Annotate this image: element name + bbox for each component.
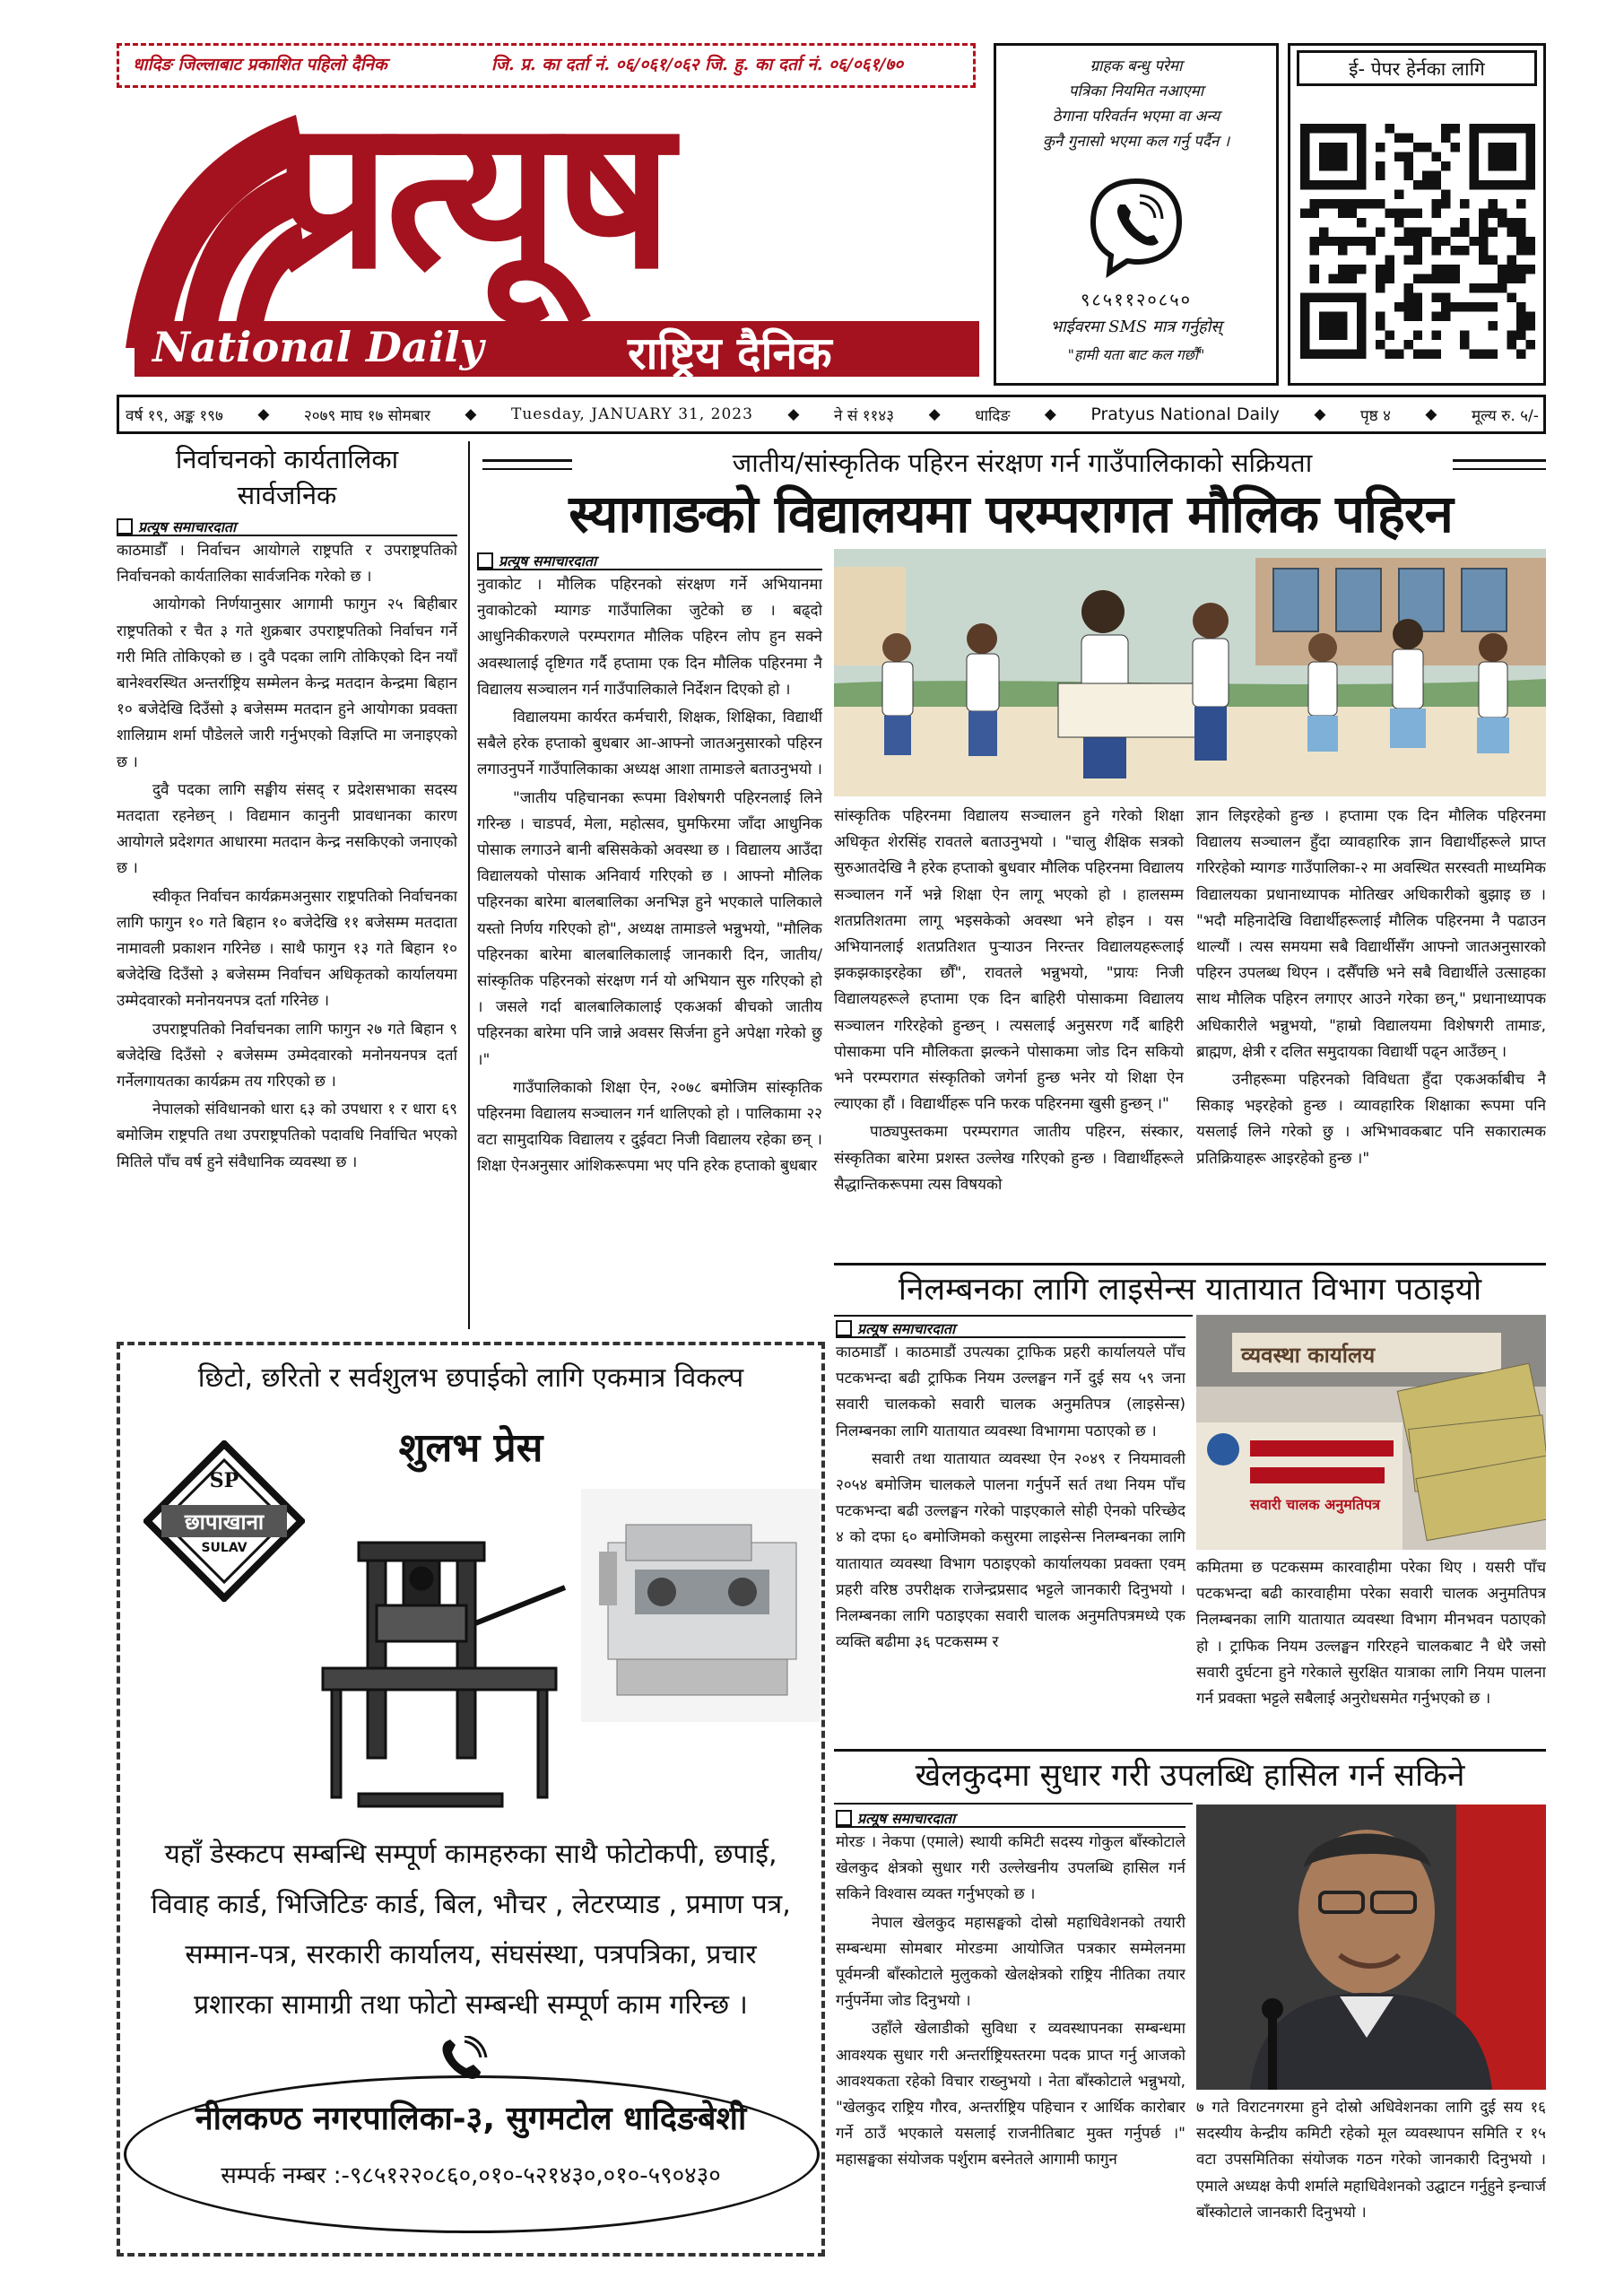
license-photo-caption: सवारी चालक अनुमतिपत्र <box>1250 1496 1380 1513</box>
paragraph: सवारी तथा यातायात व्यवस्था ऐन २०४९ र नियमावली २०५४ बमोजिम चालकले पालना गर्नुपर्ने सर्त तथा नियम पाँच पटकभन्दा बढी उल्लङ्घन गरेको पाइएकाले सोही ऐनको परिच्छेद ४ को दफा ६० बमोजिमको कसुरमा लाइसेन्स निलम्बनका लागि यातायात व्यवस्था विभाग पठाइएको कार्यालयका प्रवक्ता एवम् प्रहरी वरिष्ठ उपरीक्षक राजेन्द्रप्रसाद भट्टले जानकारी दिनुभयो । निलम्बनका लागि पठाइएका सवारी चालक अनुमतिपत्रमध्ये एक व्यक्ति बढीमा ३६ पटकसम्म र <box>836 1449 1185 1652</box>
dress-headline: स्यागाङको विद्यालयमा परम्परागत मौलिक पहिरन <box>569 483 1453 544</box>
press-name: शुलभ प्रेस <box>398 1425 543 1471</box>
customer-note-line: कुनै गुनासो भएमा कल गर्नु पर्दैन । <box>1042 133 1230 151</box>
election-title-line: निर्वाचनको कार्यतालिका <box>175 444 399 474</box>
kicker-rule-left <box>482 459 572 462</box>
dress-col-2 <box>834 804 1184 1327</box>
license-byline-text: प्रत्यूष समाचारदाता <box>857 1320 956 1337</box>
section-rule <box>834 1749 1546 1752</box>
press-service-line: सम्मान-पत्र, सरकारी कार्यालय, संघसंस्था, पत्रपत्रिका, प्रचार <box>185 1939 757 1970</box>
paragraph: उनीहरूमा पहिरनको विविधता हुँदा एकअर्काबीच नै सिकाइ भइरहेको हुन्छ । व्यावहारिक शिक्षाका रूपमा पनि यसलाई लिने गरेको छु । अभिभावकबाट पनि सकारात्मक प्रतिक्रियाहरू आइरहेको हुन्छ ।" <box>1196 1071 1546 1168</box>
viber-icon <box>1081 170 1192 282</box>
dress-col-3 <box>1196 804 1546 1252</box>
paragraph: सांस्कृतिक पहिरनमा विद्यालय सञ्चालन हुने गरेको शिक्षा अधिकृत शेरसिंह रावतले बताउनुभयो । "चालु शैक्षिक सत्रको सुरुआतदेखि नै हरेक हप्ताको बुधवार मौलिक पहिरनमा विद्यालय सञ्चालन गर्ने भन्ने शिक्षा ऐन लागू भएको हो । हालसम्म शतप्रतिशतमा लागू भइसकेको अवस्था भने होइन । यस अभियानलाई शतप्रतिशत पुर्‍याउन निरन्तर विद्यालयहरूलाई झकझकाइरहेका छौँ", रावतले भन्नुभयो, "प्रायः निजी विद्यालयहरूले हप्तामा एक दिन बाहिरी पोसाकमा विद्यालय सञ्चालन गरिरहेको हुन्छन् । त्यसलाई अनुसरण गर्दै बाहिरी पोसाकमा पनि मौलिकता झल्कने पोसाकमा जोड दिन सकियो भने परम्परागत संस्कृतिको जगेर्ना हुन्छ भनेर यो शिक्षा ऐन ल्याएका हौं । विद्यार्थीहरू पनि फरक पहिरनमा खुसी हुन्छन् ।" <box>834 807 1184 1114</box>
press-service-line: प्रशारका सामाग्री तथा फोटो सम्बन्धी सम्पूर्ण काम गरिन्छ । <box>194 1989 748 2021</box>
press-tagline: छिटो, छरितो र सर्वशुलभ छपाईको लागि एकमात्र विकल्प <box>197 1362 744 1394</box>
election-body <box>117 538 457 1327</box>
license-photo-sign: व्यवस्था कार्यालय <box>1241 1343 1376 1368</box>
paragraph: उहाँले खेलाडीको सुविधा र व्यवस्थापनका सम्बन्धमा आवश्यक सुधार गरी अन्तर्राष्ट्रियस्तरमा पदक प्राप्त गर्नु आजको आवश्यकता रहेको विचार राख्नुभयो । नेता बाँस्कोटाले भन्नुभयो, "खेलकुद राष्ट्रिय गौरव, अन्तर्राष्ट्रिय पहिचान र आर्थिक कारोबार गर्ने ठाउँ भएकाले यसलाई राजनीतिबाट मुक्त गर्नुपर्छ ।" महासङ्घका संयोजक पर्शुराम बस्नेतले आगामी फागुन <box>836 2020 1185 2170</box>
byline-box-icon <box>836 1320 852 1336</box>
politician-photo <box>1196 1805 1546 2090</box>
paragraph: नेपाल खेलकुद महासङ्घको दोस्रो महाधिवेशनको तयारी सम्बन्धमा सोमबार मोरङमा आयोजित पत्रकार सम्मेलनमा पूर्वमन्त्री बाँस्कोटाले मुलुकको खेलक्षेत्रको राष्ट्रिय नीतिका तयार गर्नुपर्नेमा जोड दिनुभयो । <box>836 1913 1185 2011</box>
paragraph: विद्यालयमा कार्यरत कर्मचारी, शिक्षक, शिक्षिका, विद्यार्थी सबैले हरेक हप्ताको बुधबार आ-आफ्नो जातअनुसारको पहिरन लगाउनुपर्ने गाउँपालिकाका अध्यक्ष आशा तामाङले बताउनुभयो । <box>477 709 822 779</box>
section-rule <box>834 1315 1193 1317</box>
year-issue: वर्ष १९, अङ्क १९७ <box>126 406 223 425</box>
press-address: नीलकण्ठ नगरपालिका-३, सुगमटोल धादिङबेशी <box>195 2100 747 2137</box>
license-photo <box>1196 1315 1546 1550</box>
paragraph: गाउँपालिकाको शिक्षा ऐन, २०७८ बमोजिम सांस्कृतिक पहिरनमा विद्यालय सञ्चालन गर्न थालिएको हो । पालिकामा २२ वटा सामुदायिक विद्यालय र दुईवटा निजी विद्यालय रहेका छन् । शिक्षा ऐनअनुसार आंशिकरूपमा भए पनि हरेक हप्ताको बुधबार <box>477 1078 822 1176</box>
diamond-separator-icon: ◆ <box>787 405 800 423</box>
logo-tagline: राष्ट्रिय दैनिक <box>628 327 832 379</box>
diamond-separator-icon: ◆ <box>257 405 270 423</box>
license-byline <box>836 1318 955 1338</box>
sports-col-2 <box>1196 2095 1546 2257</box>
column-divider <box>468 441 470 1329</box>
customer-note <box>994 54 1279 154</box>
diamond-separator-icon: ◆ <box>1044 405 1056 423</box>
diamond-separator-icon: ◆ <box>928 405 941 423</box>
press-logo <box>143 1440 305 1602</box>
dress-byline-text: प्रत्यूष समाचारदाता <box>499 552 597 570</box>
viber-quote: "हामी यता बाट कल गर्छौं" <box>1067 346 1205 363</box>
english-date: Tuesday, JANUARY 31, 2023 <box>511 405 753 423</box>
paragraph: काठमाडौँ । निर्वाचन आयोगले राष्ट्रपति र उपराष्ट्रपतिको निर्वाचनको कार्यतालिका सार्वजनिक गरेको छ । <box>117 542 457 587</box>
paragraph: नुवाकोट । मौलिक पहिरनको संरक्षण गर्ने अभियानमा नुवाकोटको म्यागङ गाउँपालिका जुटेको छ । बढ्दो आधुनिकीकरणले परम्परागत मौलिक पहिरन लोप हुन सक्ने अवस्थालाई दृष्टिगत गर्दै हप्तामा एक दिन मौलिक पहिरनमा नै विद्यालय सञ्चालन गर्न गाउँपालिकाले निर्देशन दिएको हो । <box>477 576 822 699</box>
customer-note-line: ठेगाना परिवर्तन भएमा वा अन्य <box>1052 108 1220 126</box>
byline-box-icon <box>836 1810 852 1826</box>
election-byline <box>117 517 236 536</box>
logo-devanagari: प्रत्यूष <box>274 75 668 315</box>
paragraph: पाठ्यपुस्तकमा परम्परागत जातीय पहिरन, संस्कार, संस्कृतिका बारेमा प्रशस्त उल्लेख गरिएको हुन्छ । विद्यार्थीहरूले सैद्धान्तिकरूपमा त्यस विषयको <box>834 1123 1184 1194</box>
paper-name: Pratyus National Daily <box>1090 404 1280 424</box>
paragraph: काठमाडौँ । काठमाडौं उपत्यका ट्राफिक प्रहरी कार्यालयले पाँच पटकभन्दा बढी ट्राफिक नियम उल्लङ्घन गर्ने दुई सय ५९ जना सवारी चालकको सवारी चालक अनुमतिपत्र (लाइसेन्स) निलम्बनका लागि यातायात व्यवस्था विभागमा पठाएको छ । <box>836 1344 1185 1440</box>
byline-box-icon <box>117 518 133 535</box>
place: धादिङ <box>975 406 1011 425</box>
sports-byline-rule <box>836 1826 1185 1828</box>
license-col-2 <box>1196 1555 1546 1735</box>
press-contact: सम्पर्क नम्बर :-९८५१२२०८६०,०१०-५२१४३०,०१०-५९०४३० <box>221 2162 721 2189</box>
paragraph: स्वीकृत निर्वाचन कार्यक्रमअनुसार राष्ट्रपतिको निर्वाचनका लागि फागुन १० गते बिहान १० बजेदेखि ११ बजेसम्म मतदाता नामावली प्रकाशन गरिनेछ । साथै फागुन १३ गते बिहान १० बजेदेखि दिउँसो ३ बजेसम्म निर्वाचन अधिकृतको कार्यालयमा उम्मेदवारको मनोनयनपत्र दर्ता गरिनेछ । <box>117 887 457 1011</box>
viber-number: ९८५११२०८५० <box>1081 289 1192 310</box>
diamond-separator-icon: ◆ <box>1314 405 1326 423</box>
license-byline-rule <box>836 1336 1185 1338</box>
section-rule <box>834 1803 1193 1805</box>
election-title <box>117 441 457 513</box>
first-daily-note: धादिङ जिल्लाबाट प्रकाशित पहिलो दैनिक <box>133 55 387 74</box>
customer-note-line: पत्रिका नियमित नआएमा <box>1068 83 1204 100</box>
school-children-illustration <box>834 549 1546 796</box>
sports-byline-text: प्रत्यूष समाचारदाता <box>857 1810 956 1827</box>
press-services <box>126 1830 816 2031</box>
offset-press-photo <box>581 1489 820 1722</box>
dress-byline <box>477 551 596 570</box>
election-title-line: सार्वजनिक <box>237 480 337 510</box>
paragraph: ७ गते विराटनगरमा हुने दोस्रो अधिवेशनका लागि दुई सय १६ सदस्यीय केन्द्रीय कमिटी रहेको मूल व्यवस्थापन समिति र १५ वटा उपसमितिका संयोजक गठन गरेको जानकारी दिनुभयो । एमाले अध्यक्ष केपी शर्माले महाधिवेशनको उद्घाटन गर्नुहुने इन्चार्ज बाँस्कोटाले जानकारी दिनुभयो । <box>1196 2099 1546 2222</box>
nepali-date: २०७९ माघ १७ सोमबार <box>303 406 430 425</box>
dress-byline-rule <box>477 569 822 570</box>
sports-col-1 <box>836 1830 1185 2257</box>
epaper-label: ई- पेपर हेर्नका लागि <box>1297 50 1537 86</box>
press-service-line: विवाह कार्ड, भिजिटिङ कार्ड, बिल, भौचर , लेटरप्याड , प्रमाण पत्र, <box>151 1889 791 1920</box>
section-rule <box>834 1263 1546 1265</box>
paragraph: कमितमा छ पटकसम्म कारवाहीमा परेका थिए । यसरी पाँच पटकभन्दा बढी कारवाहीमा परेका सवारी चालक अनुमतिपत्र निलम्बनका लागि यातायात व्यवस्था विभाग मीनभवन पठाएको हो । ट्राफिक नियम उल्लङ्घन गरिरहने चालकबाट नै धेरै जसो सवारी दुर्घटना हुने गरेकाले सुरक्षित यात्राका लागि नियम पालना गर्न प्रवक्ता भट्टले सबैलाई अनुरोधसमेत गर्नुभएको छ । <box>1196 1559 1546 1709</box>
kicker-rule-right <box>1453 468 1546 470</box>
election-byline-text: प्रत्यूष समाचारदाता <box>138 518 237 535</box>
hand-press-illustration <box>305 1525 574 1821</box>
diamond-separator-icon: ◆ <box>1425 405 1437 423</box>
info-bar-content <box>126 398 1539 430</box>
kicker-rule-right <box>1453 459 1546 462</box>
dress-kicker: जातीय/सांस्कृतिक पहिरन संरक्षण गर्न गाउँपालिकाको सक्रियता <box>732 448 1313 478</box>
paragraph: उपराष्ट्रपतिको निर्वाचनका लागि फागुन २७ गते बिहान ९ बजेदेखि दिउँसो २ बजेसम्म उम्मेदवारको मनोनयनपत्र दर्ता गर्नेलगायतका कार्यक्रम तय गरिएको छ । <box>117 1020 457 1091</box>
paragraph: मोरङ । नेकपा (एमाले) स्थायी कमिटी सदस्य गोकुल बाँस्कोटाले खेलकुद क्षेत्रको सुधार गरी उल्लेखनीय उपलब्धि हासिल गर्न सकिने विश्वास व्यक्त गर्नुभएको छ । <box>836 1833 1185 1904</box>
paragraph: नेपालको संविधानको धारा ६३ को उपधारा १ र धारा ६९ बमोजिम राष्ट्रपति तथा उपराष्ट्रपतिको पदावधि निर्वाचित भएको मितिले पाँच वर्ष हुने संवैधानिक व्यवस्था छ । <box>117 1100 457 1171</box>
page-number: पृष्ठ ४ <box>1360 406 1391 425</box>
press-logo-initials: SP <box>209 1469 239 1492</box>
paragraph: ज्ञान लिइरहेको हुन्छ । हप्तामा एक दिन मौलिक पहिरनमा विद्यालय सञ्चालन हुँदा व्यावहारिक ज्ञान विद्यार्थीहरूले प्राप्त गरिरहेको म्यागङ गाउँपालिका-२ मा अवस्थित सरस्वती माध्यमिक विद्यालयका प्रधानाध्यापक मोतिखर अधिकारीको बुझाइ छ । "भदौ महिनादेखि विद्यार्थीहरूलाई मौलिक पहिरनमा नै पढाउन थाल्यौं । त्यस समयमा सबै विद्यार्थीसँग आफ्नो जातअनुसारको पहिरन उपलब्ध थिएन । दसैँपछि भने सबै विद्यार्थीले उत्साहका साथ मौलिक पहिरन लगाएर आउने गरेका छन्," प्रधानाध्यापक अधिकारीले भन्नुभयो, "हाम्रो विद्यालयमा विशेषगरी तामाङ, ब्राह्मण, क्षेत्री र दलित समुदायका विद्यार्थी पढ्न आउँछन् । <box>1196 807 1546 1061</box>
election-byline-rule <box>117 535 457 536</box>
viber-sms-note: भाईवरमा SMS मात्र गर्नुहोस् <box>1050 317 1222 336</box>
license-col-1 <box>836 1340 1185 1735</box>
paragraph: "जातीय पहिचानका रूपमा विशेषगरी पहिरनलाई लिने गरिन्छ । चाडपर्व, मेला, महोत्सव, घुमफिरमा जाँदा आधुनिक पोसाक लगाउने बानी बसिसकेको अवस्था छ । विद्यालय आउँदा विद्यालयको पोसाक अनिवार्य गरिएको छ । आफ्नो मौलिक पहिरनका बारेमा बालबालिका अनभिज्ञ हुने भएकाले पालिकाले यस्तो निर्णय गरिएको हो", अध्यक्ष तामाङले भन्नुभयो, "मौलिक पहिरनका बारेमा बालबालिकालाई जानकारी दिन, जातीय/सांस्कृतिक पहिरनको संरक्षण गर्न यो अभियान सुरु गरिएको हो । जसले गर्दा बालबालिकालाई एकअर्का बीचको जातीय पहिरनका बारेमा पनि जान्ने अवसर सिर्जना हुने अपेक्षा गरेको छु ।" <box>477 788 822 1069</box>
press-service-line: यहाँ डेस्कटप सम्बन्धि सम्पूर्ण कामहरुका साथै फोटोकपी, छपाई, <box>164 1839 777 1870</box>
sports-byline <box>836 1808 955 1828</box>
license-headline: निलम्बनका लागि लाइसेन्स यातायात विभाग पठाइयो <box>898 1272 1482 1308</box>
press-logo-sub: SULAV <box>201 1541 248 1555</box>
dress-col-1 <box>477 572 822 1327</box>
press-logo-text: छापाखाना <box>184 1509 265 1535</box>
registration-number: जि. प्र. का दर्ता नं. ०६/०६१/०६२ जि. हु. का दर्ता नं. ०६/०६१/७० <box>491 55 904 74</box>
epaper-qr-code[interactable] <box>1300 124 1535 359</box>
customer-note-line: ग्राहक बन्धु परेमा <box>1090 57 1183 75</box>
logo-english: National Daily <box>152 323 484 371</box>
diamond-separator-icon: ◆ <box>465 405 477 423</box>
masthead-logo <box>117 75 979 384</box>
sports-headline: खेलकुदमा सुधार गरी उपलब्धि हासिल गर्न सकिने <box>915 1758 1465 1794</box>
paragraph: दुवै पदका लागि सङ्घीय संसद् र प्रदेशसभाका सदस्य मतदाता रहनेछन् । विद्यमान कानुनी प्रावधानका कारण आयोगले प्रदेशगत आधारमा मतदान केन्द्र नसकिएको जनाएको छ । <box>117 780 457 878</box>
byline-box-icon <box>477 552 493 569</box>
kicker-rule-left <box>482 468 572 470</box>
nepal-sambat: ने सं ११४३ <box>833 406 895 425</box>
paragraph: आयोगको निर्णयानुसार आगामी फागुन २५ बिहीबार राष्ट्रपतिको र चैत ३ गते शुक्रबार उपराष्ट्रपतिको निर्वाचन गर्ने गरी मिति तोकिएको छ । दुवै पदका लागि तोकिएको दिन नयाँ बानेश्वरस्थित अन्तर्राष्ट्रिय सम्मेलन केन्द्र मतदान केन्द्रमा बिहान १० बजेदेखि दिउँसो ३ बजेसम्म मतदान हुने आयोगका प्रवक्ता शालिग्राम शर्मा पौडेलले जारी गर्नुभएको विज्ञप्ति मा जनाइएको छ । <box>117 596 457 771</box>
price: मूल्य रु. ५/- <box>1472 406 1539 425</box>
